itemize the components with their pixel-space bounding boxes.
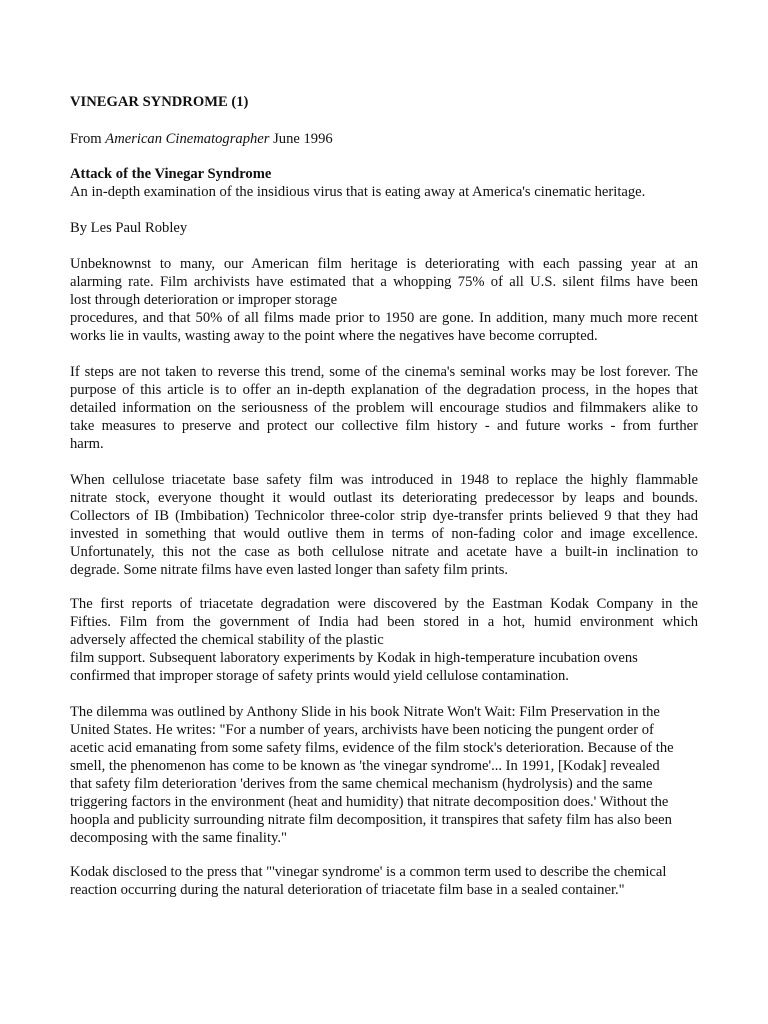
paragraph-line: adversely affected the chemical stability of the plastic <box>70 632 384 648</box>
paragraph-1 <box>70 255 698 345</box>
source-publication: American Cinematographer <box>105 131 270 147</box>
source-prefix: From <box>70 131 106 147</box>
paragraph-line: alarming rate. Film archivists have estimated that a whopping 75% of all U.S. silent films have been <box>70 274 698 290</box>
source-date: June 1996 <box>269 131 333 147</box>
document-page <box>70 93 698 898</box>
paragraph-line: United States. He writes: "For a number of years, archivists have been noticing the pungent order of <box>70 722 654 738</box>
paragraph-line: reaction occurring during the natural deterioration of triacetate film base in a sealed container." <box>70 882 625 898</box>
paragraph-line: works lie in vaults, wasting away to the point where the negatives have become corrupted. <box>70 328 598 344</box>
paragraph-line: procedures, and that 50% of all films made prior to 1950 are gone. In addition, many much more recent <box>70 310 698 326</box>
paragraph-line: decomposing with the same finality." <box>70 830 287 846</box>
paragraph-line: invested in something that would outlive them in terms of non-fading color and image excellence. <box>70 526 698 542</box>
paragraph-6 <box>70 863 698 899</box>
article-headline: Attack of the Vinegar Syndrome <box>70 166 272 182</box>
document-title: VINEGAR SYNDROME (1) <box>70 94 249 110</box>
paragraph-line: If steps are not taken to reverse this trend, some of the cinema's seminal works may be lost forever. The <box>70 364 698 380</box>
article-byline: By Les Paul Robley <box>70 220 188 236</box>
paragraph-line: Unfortunately, this not the case as both cellulose nitrate and acetate have a built-in inclination to <box>70 544 698 560</box>
paragraph-3 <box>70 471 698 579</box>
paragraph-2 <box>70 363 698 453</box>
paragraph-line: confirmed that improper storage of safety prints would yield cellulose contamination. <box>70 668 569 684</box>
paragraph-line: take measures to preserve and protect our collective film history - and future works - from further <box>70 418 698 434</box>
paragraph-line: Unbeknownst to many, our American film heritage is deteriorating with each passing year at an <box>70 256 698 272</box>
paragraph-line: harm. <box>70 436 104 452</box>
paragraph-line: triggering factors in the environment (heat and humidity) that nitrate decomposition does.' Without the <box>70 794 669 810</box>
paragraph-line: purpose of this article is to offer an in-depth explanation of the degradation process, in the hopes that <box>70 382 698 398</box>
paragraph-line: nitrate stock, everyone thought it would outlast its deteriorating predecessor by leaps and bounds. <box>70 490 698 506</box>
paragraph-5 <box>70 703 698 847</box>
article-deck: An in-depth examination of the insidious virus that is eating away at America's cinematic heritage. <box>70 184 646 200</box>
paragraph-line: hoopla and publicity surrounding nitrate film decomposition, it transpires that safety film has also been <box>70 812 672 828</box>
paragraph-line: Kodak disclosed to the press that "'vinegar syndrome' is a common term used to describe the chemical <box>70 864 667 880</box>
paragraph-line: that safety film deterioration 'derives from the same chemical mechanism (hydrolysis) and the same <box>70 776 653 792</box>
paragraph-line: The first reports of triacetate degradation were discovered by the Eastman Kodak Company in the <box>70 596 698 612</box>
paragraph-line: Collectors of IB (Imbibation) Technicolor three-color strip dye-transfer prints believed 9 that they had <box>70 508 698 524</box>
paragraph-4 <box>70 595 698 685</box>
paragraph-line: detailed information on the seriousness of the problem will encourage studios and filmmakers alike to <box>70 400 698 416</box>
paragraph-line: degrade. Some nitrate films have even lasted longer than safety film prints. <box>70 562 509 578</box>
paragraph-line: film support. Subsequent laboratory experiments by Kodak in high-temperature incubation ovens <box>70 650 638 666</box>
paragraph-line: Fifties. Film from the government of India had been stored in a hot, humid environment which <box>70 614 698 630</box>
paragraph-line: When cellulose triacetate base safety film was introduced in 1948 to replace the highly flammable <box>70 472 698 488</box>
paragraph-line: smell, the phenomenon has come to be known as 'the vinegar syndrome'... In 1991, [Kodak] revealed <box>70 758 660 774</box>
paragraph-line: acetic acid emanating from some safety films, evidence of the film stock's deterioration. Because of the <box>70 740 674 756</box>
paragraph-line: The dilemma was outlined by Anthony Slide in his book Nitrate Won't Wait: Film Preservation in the <box>70 704 660 720</box>
paragraph-line: lost through deterioration or improper storage <box>70 292 338 308</box>
source-line <box>70 130 333 148</box>
